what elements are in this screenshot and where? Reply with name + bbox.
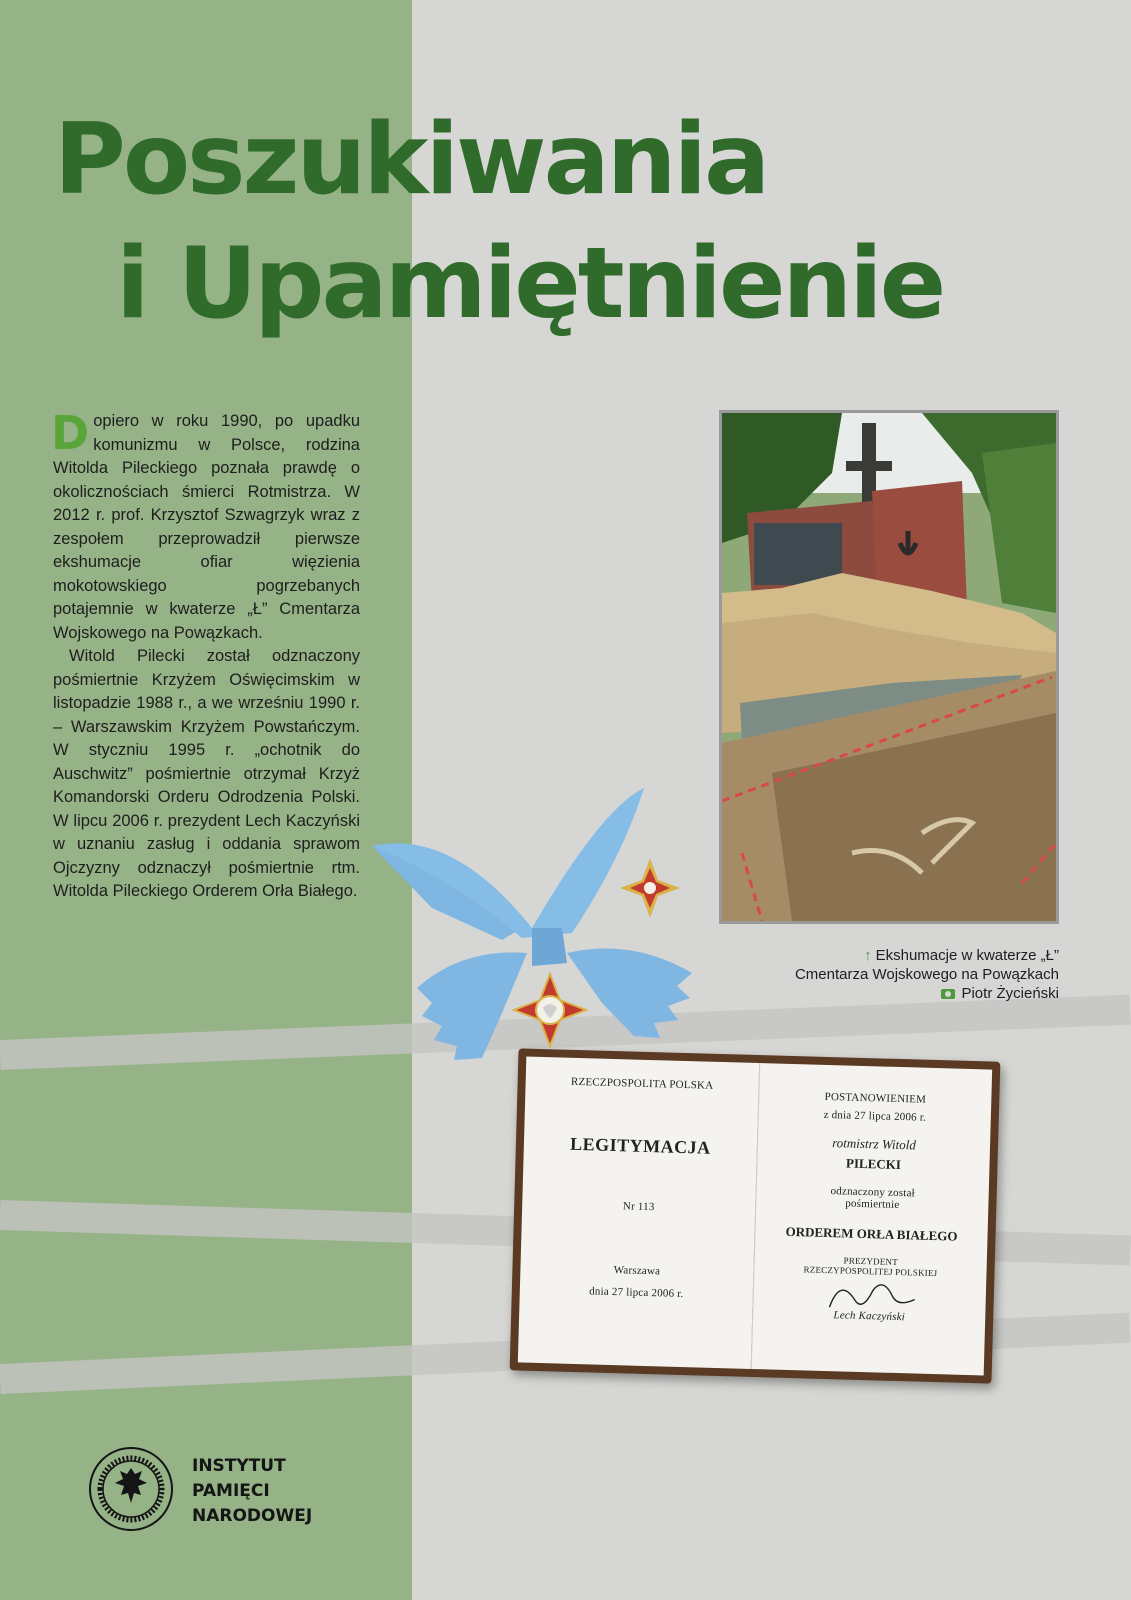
logo-line-1: INSTYTUT xyxy=(192,1456,286,1476)
decision-date: z dnia 27 lipca 2006 r. xyxy=(823,1108,927,1124)
award-certificate xyxy=(510,1048,1001,1383)
signature-name: Lech Kaczyński xyxy=(833,1309,906,1324)
certificate-right-page xyxy=(751,1063,992,1375)
body-text xyxy=(51,406,360,904)
certificate-left-page xyxy=(518,1057,759,1369)
president-country: RZECZYPOSPOLITEJ POLSKIEJ xyxy=(803,1264,938,1279)
camera-icon xyxy=(941,989,955,999)
certificate-title: LEGITYMACJA xyxy=(569,1133,711,1158)
recipient-rank: rotmistrz Witold xyxy=(832,1135,917,1153)
paragraph-1 xyxy=(51,406,360,645)
exhumation-photo-illustration xyxy=(722,413,1056,921)
arrow-up-icon: ↑ xyxy=(864,947,872,964)
photo-caption xyxy=(729,946,1059,1003)
paragraph-1-text: opiero w roku 1990, po upadku komunizmu w Polsce, rodzina Witolda Pileckiego poznała prawdę o okolicznościach śmierci Rotmistrza. W 2012 r. prof. Krzysztof Szwagrzyk wraz z zespołem przeprowadził pierwsze ekshumacje ofiar więzienia mokotowskiego pogrzebanych potajemnie w kwaterze „Ł” Cmentarza Wojskowego na Powązkach. xyxy=(53,412,360,642)
logo-line-2: PAMIĘCI xyxy=(192,1481,270,1501)
title-line-1: Poszukiwania xyxy=(54,103,768,217)
drop-cap: D xyxy=(51,406,90,460)
title-line-2: i Upamiętnienie xyxy=(116,227,944,341)
ipn-logo-text xyxy=(192,1454,312,1529)
caption-line-2: Cmentarza Wojskowego na Powązkach xyxy=(794,966,1059,983)
caption-line-1: Ekshumacje w kwaterze „Ł” xyxy=(875,947,1059,964)
page-title xyxy=(54,98,943,346)
exhumation-photo xyxy=(719,410,1059,924)
awarded-line-1: odznaczony został xyxy=(830,1185,916,1200)
paragraph-2: Witold Pilecki został odznaczony pośmiertnie Krzyżem Oświęcimskim w listopadzie 1988 r., a we wrześniu 1990 r. – Warszawskim Krzyżem Powstańczym. W styczniu 1995 r. „ochotnik do Auschwitz” pośmiertnie otrzymał Krzyż Komandorski Orderu Odrodzenia Polski. W lipcu 2006 r. prezydent Lech Kaczyński w uznaniu zasług i oddania sprawom Ojczyzny odznaczył pośmiertnie rtm. Witolda Pileckiego Orderem Orła Białego. xyxy=(53,647,360,900)
president-title: PREZYDENT xyxy=(843,1255,899,1268)
certificate-date: dnia 27 lipca 2006 r. xyxy=(588,1285,684,1301)
white-eagle-order-medal xyxy=(372,788,712,1078)
order-name: ORDEREM ORŁA BIAŁEGO xyxy=(785,1223,958,1244)
certificate-number: Nr 113 xyxy=(622,1200,655,1214)
photo-credit: Piotr Życieński xyxy=(961,985,1059,1002)
certificate-city: Warszawa xyxy=(613,1264,661,1278)
certificate-header: RZECZPOSPOLITA POLSKA xyxy=(570,1075,714,1092)
recipient-surname: PILECKI xyxy=(845,1155,902,1173)
awarded-line-2: pośmiertnie xyxy=(845,1197,900,1212)
decision-header: POSTANOWIENIEM xyxy=(824,1090,927,1106)
ipn-logo-seal xyxy=(88,1446,174,1532)
logo-line-3: NARODOWEJ xyxy=(192,1506,313,1526)
